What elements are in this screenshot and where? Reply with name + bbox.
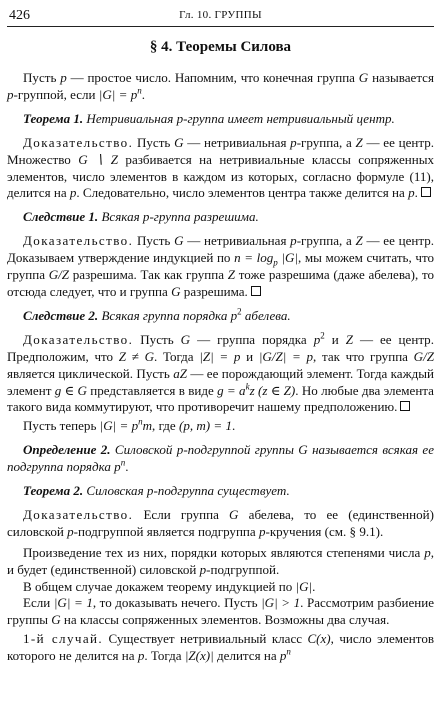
- if-paragraph: Если |G| = 1, то доказывать нечего. Пусть |G| > 1. Рассмотрим разбиение группы G на классы сопряженных элементов. Возможны два случая.: [7, 595, 434, 628]
- order-line: Пусть теперь $|G| = p^nm$, где (p, m) = 1.: [23, 416, 236, 434]
- theorem-1-label: Теорема 1.: [23, 110, 84, 126]
- qed-mark: [251, 286, 261, 296]
- corollary-1: Следствие 1. Всякая p-группа разрешима.: [23, 209, 259, 225]
- proof-1: Доказательство. Пусть G — нетривиальная p-группа, а Z — ее центр. Множество G ∖ Z разбивается на нетривиальные классы сопряженных элементов, число элементов в каждом из которых, согласно формуле (11), делится на p. Следовательно, число элементов центра также делится на p.: [7, 134, 434, 201]
- corollary-2: Следствие 2. Всякая группа порядка $p^2$ абелева.: [23, 306, 291, 323]
- proof-3: Доказательство. Пусть G — группа порядка $p^2$ и Z — ее центр. Предположим, что Z ≠ G. Тогда |Z| = p и |G/Z| = p, так что группа G/Z является циклической. Пусть aZ — ее порождающий элемент. Тогда каждый элемент g ∈ G представляется в виде $g = a^kz$ (z ∈ Z). Но любые два элемента такого вида коммутируют, что противоречит нашему предположению.: [7, 330, 435, 415]
- case-1-paragraph: 1-й случай. Существует нетривиальный класс C(x), число элементов которого не делится на p. Тогда |Z(x)| делится на $p^n$: [7, 631, 435, 664]
- definition-2: Определение 2. Силовской p-подгруппой группы G называется всякая ее подгруппа порядка $p^n$.: [7, 442, 434, 475]
- page-header: [7, 6, 434, 27]
- section-title: § 4. Теоремы Силова: [149, 39, 292, 55]
- running-head: Гл. 10. ГРУППЫ: [179, 9, 262, 21]
- page-number: 426: [9, 8, 30, 23]
- proof-2: Доказательство. Пусть G — нетривиальная p-группа, а Z — ее центр. Доказываем утверждение индукцией по $n = \log_p |G|$, мы можем считать, что группа G/Z разрешима. Так как группа Z тоже разрешима (даже абелева), то отсюда следует, что и группа G разрешима.: [7, 233, 434, 299]
- intro-paragraph: Пусть p — простое число. Напомним, что конечная группа G называется p-группой, если $|G| = p^n$.: [7, 70, 434, 102]
- theorem-2: Теорема 2. Силовская p-подгруппа существует.: [23, 483, 290, 499]
- theorem-1: Теорема 1. Нетривиальная p-группа имеет нетривиальный центр.: [23, 110, 395, 126]
- proof-4: Доказательство. Если группа G абелева, то ее (единственной) силовской p-подгруппой является подгруппа p-кручения (см. § 9.1).: [7, 506, 434, 539]
- qed-mark: [421, 187, 431, 197]
- qed-mark: [400, 401, 410, 411]
- product-paragraph: Произведение тех из них, порядки которых являются степенями числа p, и будет (единственной) силовской p-подгруппой.: [7, 544, 434, 577]
- general-case-paragraph: В общем случае докажем теорему индукцией по |G|.: [23, 578, 316, 594]
